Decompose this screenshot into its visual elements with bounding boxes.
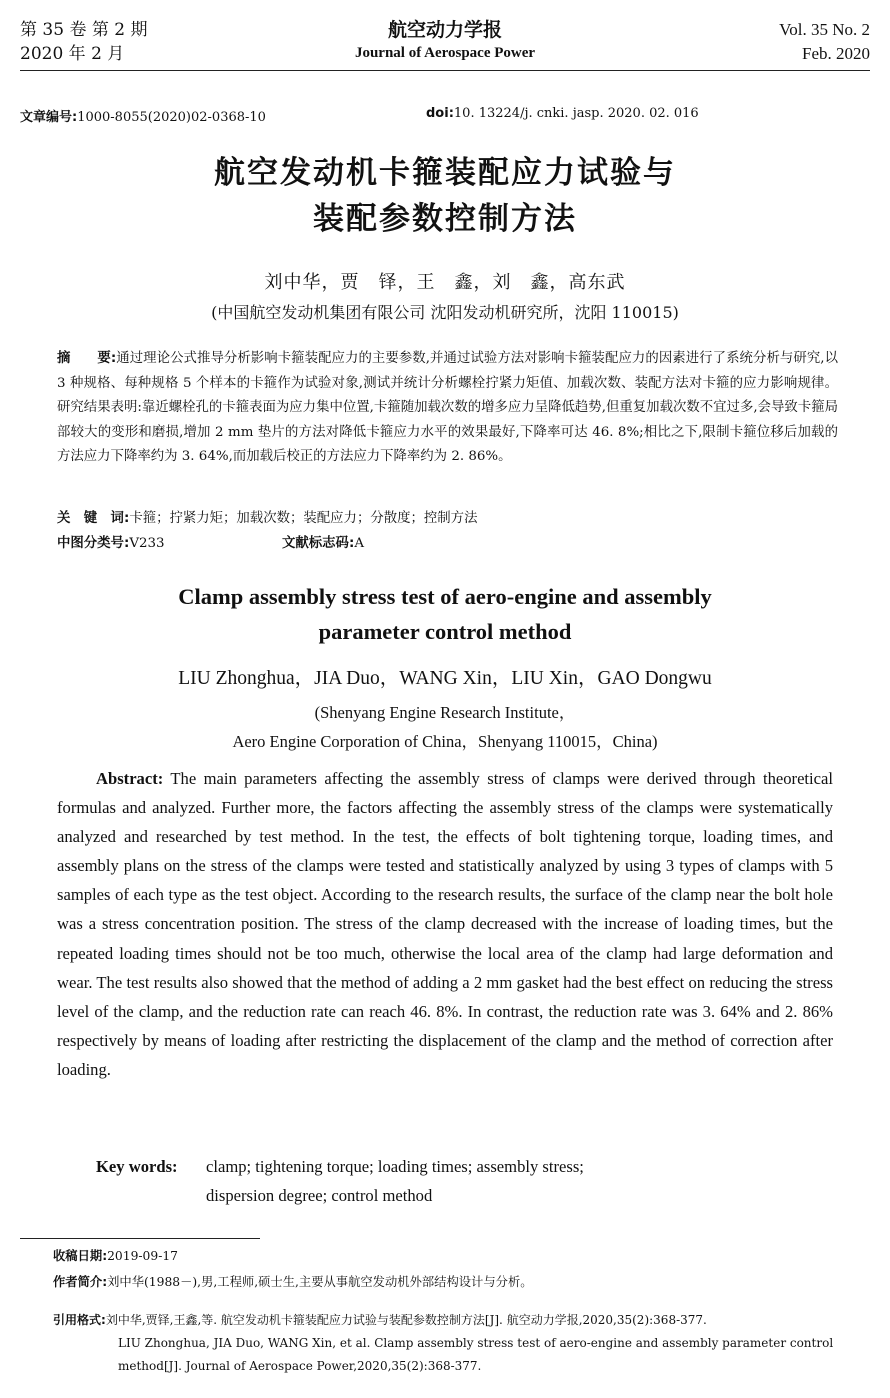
journal-name-cn: 航空动力学报 xyxy=(387,19,502,41)
title-cn xyxy=(0,150,890,242)
keywords-cn xyxy=(57,507,838,531)
received-date xyxy=(53,1245,872,1268)
author-bio-label: 作者简介: xyxy=(53,1275,108,1289)
affiliation-en-line2: Aero Engine Corporation of China，Shenyang 110015，China) xyxy=(232,732,658,751)
doi-line xyxy=(426,106,699,121)
header-center xyxy=(20,18,870,64)
author-bio-text: 刘中华(1988－),男,工程师,硕士生,主要从事航空发动机外部结构设计与分析。 xyxy=(107,1275,533,1289)
header-right xyxy=(779,18,870,66)
clc-label: 中图分类号: xyxy=(57,536,130,551)
article-no: 1000-8055(2020)02-0368-10 xyxy=(77,110,266,125)
classification-line xyxy=(57,532,838,556)
affiliation-en xyxy=(0,698,890,756)
citation-en: LIU Zhonghua, JIA Duo, WANG Xin, et al. Clamp assembly stress test of aero-engine and assembly parameter control method[J]. Journal of Aerospace Power,2020,35(2):368-377. xyxy=(118,1336,834,1373)
keywords-en xyxy=(96,1152,833,1210)
title-cn-line2: 装配参数控制方法 xyxy=(313,201,577,237)
date-cn: 2020 年 2 月 xyxy=(20,44,125,64)
volume-issue-en: Vol. 35 No. 2 xyxy=(779,20,870,39)
citation-format xyxy=(53,1309,872,1378)
document-code xyxy=(282,532,364,556)
clc-value: V233 xyxy=(129,536,165,551)
title-en-line2: parameter control method xyxy=(318,619,572,644)
volume-issue-cn: 第 35 卷 第 2 期 xyxy=(20,20,148,40)
received-label: 收稿日期: xyxy=(53,1249,108,1263)
footnote-divider xyxy=(20,1238,260,1239)
journal-name-en: Journal of Aerospace Power xyxy=(354,45,536,61)
citation-label: 引用格式: xyxy=(53,1313,106,1327)
received-value: 2019-09-17 xyxy=(107,1249,179,1263)
title-en-line1: Clamp assembly stress test of aero-engine and assembly xyxy=(178,584,712,609)
doc-code-label: 文献标志码: xyxy=(282,536,355,551)
abstract-cn-label: 摘 要: xyxy=(57,351,117,366)
author-bio xyxy=(53,1271,872,1294)
keywords-cn-text: 卡箍；拧紧力矩；加载次数；装配应力；分散度；控制方法 xyxy=(129,511,478,526)
keywords-en-line1: clamp; tightening torque; loading times; assembly stress; xyxy=(206,1157,584,1176)
date-en: Feb. 2020 xyxy=(802,44,870,63)
authors-en: LIU Zhonghua，JIA Duo，WANG Xin，LIU Xin，GAO Dongwu xyxy=(178,668,712,689)
abstract-en-label: Abstract: xyxy=(96,769,164,788)
keywords-en-label: Key words: xyxy=(96,1157,178,1176)
abstract-en-text: The main parameters affecting the assembly stress of clamps were derived through theoretical formulas and analyzed. Further more, the factors affecting the assembly stress of the clamps were systematically analyzed and researched by test method. In the test, the effects of bolt tightening torque, loading times, and assembly plans on the stress of the clamps were tested and statistically analyzed by using 3 types of clamps with 5 samples of each type as the test object. According to the research results, the surface of the clamp near the bolt hole was a stress concentration position. The stress of the clamp decreased with the increase of loading times, but the repeated loading times should not be too much, otherwise the local area of the clamp had large deformation and wear. The test results also showed that the method of adding a 2 mm gasket had the best effect on reducing the stress level of the clamp, and the reduction rate can reach 46. 8%. In contrast, the reduction rate was 3. 64% and 2. 86% respectively by means of loading after restricting the displacement of the clamp and the method of correction after loading. xyxy=(57,769,833,1079)
abstract-en xyxy=(57,764,833,1084)
title-cn-line1: 航空发动机卡箍装配应力试验与 xyxy=(214,155,676,191)
affiliation-en-line1: (Shenyang Engine Research Institute， xyxy=(314,703,576,722)
doi-label: doi: xyxy=(426,106,454,121)
doc-code-value: A xyxy=(354,536,364,551)
keywords-en-line2: dispersion degree; control method xyxy=(206,1186,433,1205)
citation-cn: 刘中华,贾铎,王鑫,等. 航空发动机卡箍装配应力试验与装配参数控制方法[J]. 航空动力学报,2020,35(2):368-377. xyxy=(105,1313,707,1327)
header-divider xyxy=(20,70,870,71)
running-header xyxy=(20,18,870,70)
article-no-label: 文章编号: xyxy=(20,110,78,125)
keywords-cn-label: 关 键 词: xyxy=(57,511,130,526)
article-meta xyxy=(20,106,870,125)
doi-value: 10. 13224/j. cnki. jasp. 2020. 02. 016 xyxy=(453,106,699,121)
abstract-cn-text: 通过理论公式推导分析影响卡箍装配应力的主要参数,并通过试验方法对影响卡箍装配应力的因素进行了系统分析与研究,以 3 种规格、每种规格 5 个样本的卡箍作为试验对象,测试并统计分析螺栓拧紧力矩值、加载次数、装配方法对卡箍的应力影响规律。研究结果表明:靠近螺栓孔的卡箍表面为应力集中位置,卡箍随加载次数的增多应力呈降低趋势,但重复加载次数不宜过多,会导致卡箍局部较大的变形和磨损,增加 2 mm 垫片的方法对降低卡箍应力水平的效果最好,下降率可达 46. 8%;相比之下,限制卡箍位移后加载的方法应力下降率约为 3. 64%,而加载后校正的方法应力下降率约为 2. 86%。 xyxy=(57,351,838,465)
abstract-cn xyxy=(57,347,838,470)
authors-cn: 刘中华，贾 铎，王 鑫，刘 鑫，高东武 xyxy=(264,272,626,293)
title-en xyxy=(0,579,890,649)
affiliation-cn: (中国航空发动机集团有限公司 沈阳发动机研究所，沈阳 110015) xyxy=(211,303,679,322)
